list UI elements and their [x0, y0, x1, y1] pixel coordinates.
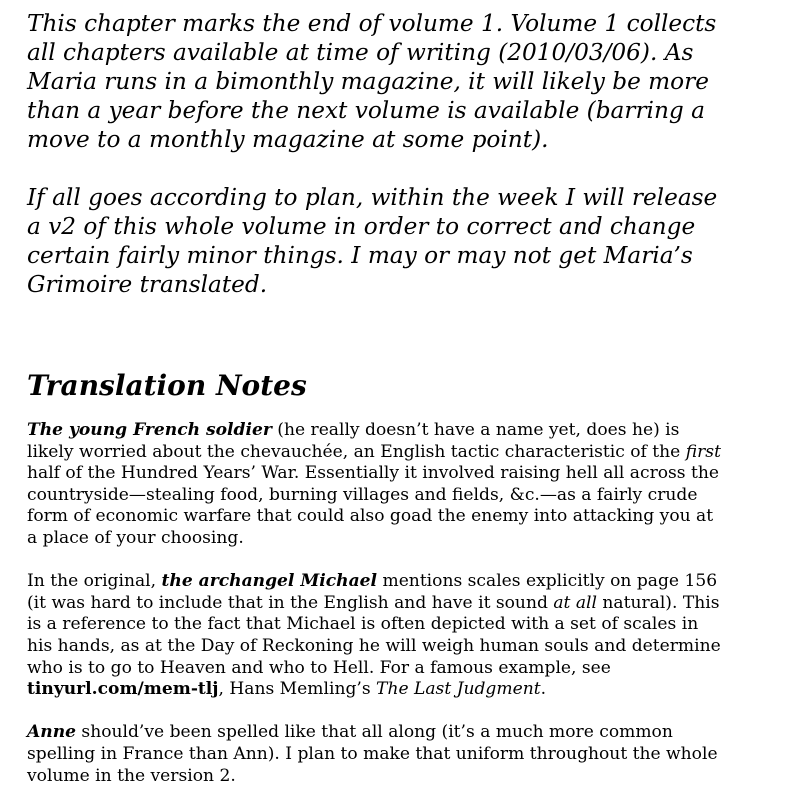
- text-line: If all goes according to plan, within the week I will release: [27, 184, 718, 211]
- text-line: [27, 593, 772, 615]
- text-line: spelling in France than Ann). I plan to make that uniform throughout the whole: [27, 743, 718, 764]
- note-term: Anne: [27, 722, 76, 743]
- emphasis-text: at all: [553, 592, 597, 613]
- text-line: his hands, as at the Day of Reckoning he will weigh human souls and determine: [27, 635, 721, 656]
- note-text: (it was hard to include that in the English and have it sound: [27, 592, 554, 613]
- note-anne: [27, 722, 772, 787]
- text-line: a place of your choosing.: [27, 527, 244, 548]
- translation-notes: [27, 420, 772, 809]
- afterword-paragraph-1: [27, 9, 772, 154]
- note-text: , Hans Memling’s: [218, 679, 377, 700]
- artwork-title: The Last Judgment: [376, 679, 541, 700]
- text-line: form of economic warfare that could also goad the enemy into attacking you at: [27, 506, 714, 527]
- text-line: [27, 420, 772, 442]
- text-line: This chapter marks the end of volume 1. Volume 1 collects: [27, 10, 717, 37]
- note-text: natural). This: [596, 592, 720, 613]
- reference-link[interactable]: tinyurl.com/mem-tlj: [27, 679, 219, 700]
- note-text: should’ve been spelled like that all along (it’s a much more common: [76, 722, 673, 743]
- note-archangel-michael: [27, 571, 772, 701]
- text-line: volume in the version 2.: [27, 765, 236, 786]
- translator-afterword: [27, 9, 772, 299]
- text-line: Maria runs in a bimonthly magazine, it will likely be more: [27, 68, 709, 95]
- text-line: is a reference to the fact that Michael is often depicted with a set of scales in: [27, 614, 699, 635]
- text-line: who is to go to Heaven and who to Hell. For a famous example, see: [27, 657, 611, 678]
- note-term: The young French soldier: [27, 420, 272, 440]
- text-line: half of the Hundred Years’ War. Essentially it involved raising hell all across the: [27, 463, 720, 484]
- note-text: (he really doesn’t have a name yet, does he) is: [271, 420, 680, 440]
- note-term: the archangel Michael: [161, 571, 378, 592]
- text-line: [27, 571, 772, 593]
- afterword-paragraph-2: [27, 183, 772, 299]
- text-line: [27, 679, 772, 701]
- section-title: Translation Notes: [27, 369, 307, 402]
- text-line: than a year before the next volume is available (barring a: [27, 97, 705, 124]
- note-text: In the original,: [27, 571, 162, 592]
- document-page: [27, 9, 772, 786]
- text-line: Grimoire translated.: [27, 271, 268, 298]
- text-line: [27, 442, 772, 464]
- note-text: mentions scales explicitly on page 156: [377, 571, 718, 592]
- note-text: likely worried about the chevauchée, an English tactic characteristic of the: [27, 441, 686, 462]
- text-line: move to a monthly magazine at some point).: [27, 126, 549, 153]
- text-line: a v2 of this whole volume in order to correct and change: [27, 213, 696, 240]
- text-line: certain fairly minor things. I may or may not get Maria’s: [27, 242, 693, 269]
- text-line: [27, 722, 772, 744]
- emphasis-text: first: [685, 441, 721, 462]
- note-young-french-soldier: [27, 420, 772, 550]
- note-text: .: [540, 679, 547, 700]
- text-line: all chapters available at time of writing (2010/03/06). As: [27, 39, 694, 66]
- text-line: countryside—stealing food, burning villages and fields, &c.—as a fairly crude: [27, 484, 698, 505]
